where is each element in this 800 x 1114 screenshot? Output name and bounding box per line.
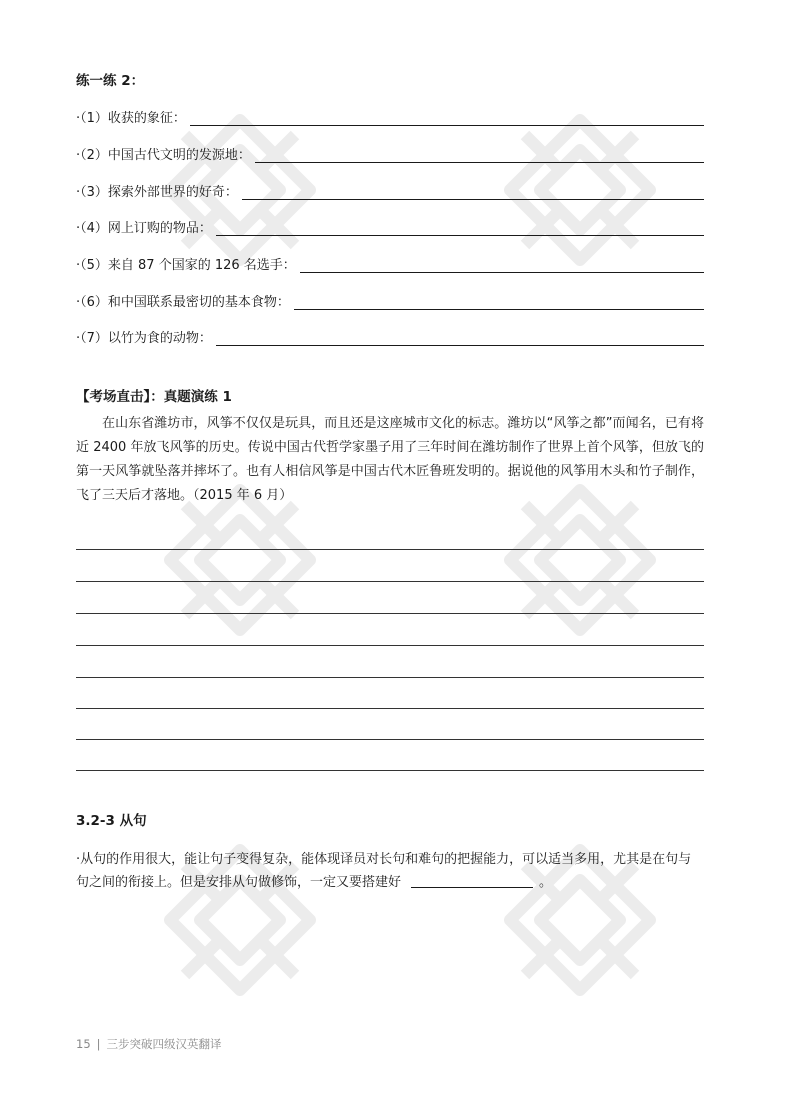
exercise-item-label: ·（6）和中国联系最密切的基本食物： [76,295,290,310]
exercise-item-label: ·（7）以竹为食的动物： [76,331,212,346]
page-footer [76,1036,222,1052]
footer-separator: | [96,1037,101,1051]
exercise-item-label: ·（4）网上订购的物品： [76,221,212,236]
exercise-item [76,292,704,312]
section-text-end: 。 [539,875,553,890]
answer-blank[interactable] [294,293,704,310]
writing-line[interactable] [76,581,704,582]
page-content [76,0,704,1114]
writing-line[interactable] [76,677,704,678]
answer-blank[interactable] [255,146,704,163]
exam-heading: 【考场直击】：真题演练 1 [76,389,232,405]
exercise-item [76,182,704,202]
page-number: 15 [76,1037,91,1051]
exam-passage: 在山东省潍坊市，风筝不仅仅是玩具，而且还是这座城市文化的标志。潍坊以“风筝之都”而闻名，已有将近 2400 年放飞风筝的历史。传说中国古代哲学家墨子用了三年时间在潍坊制作了世界上首个风筝，但放飞的第一天风筝就坠落并摔坏了。也有人相信风筝是中国古代木匠鲁班发明的。据说他的风筝用木头和竹子制作，飞了三天后才落地。（2015 年 6 月） [76,416,704,503]
exercise-item [76,218,704,238]
exercise-item-label: ·（5）来自 87 个国家的 126 名选手： [76,258,296,273]
exercise-item [76,255,704,275]
section-heading: 3.2-3 从句 [76,813,147,829]
writing-line[interactable] [76,739,704,740]
exercise-item-label: ·（1）收获的象征： [76,111,186,126]
answer-blank[interactable] [190,109,704,126]
answer-blank[interactable] [216,219,704,236]
exercise-item [76,328,704,348]
section-paragraph [76,848,704,894]
writing-line[interactable] [76,613,704,614]
book-title: 三步突破四级汉英翻译 [106,1037,222,1051]
writing-line[interactable] [76,549,704,550]
answer-blank[interactable] [216,329,704,346]
writing-line[interactable] [76,770,704,771]
exercise-item-label: ·（3）探索外部世界的好奇： [76,185,238,200]
fill-in-blank[interactable] [411,873,533,888]
section-text: ·从句的作用很大，能让句子变得复杂，能体现译员对长句和难句的把握能力，可以适当多用，尤其是在句与句之间的衔接上。但是安排从句做修饰，一定又要搭建好 [76,852,692,890]
answer-blank[interactable] [300,256,704,273]
exercise-heading: 练一练 2： [76,73,145,89]
writing-line[interactable] [76,645,704,646]
answer-blank[interactable] [242,183,704,200]
exercise-item [76,145,704,165]
exercise-item-label: ·（2）中国古代文明的发源地： [76,148,251,163]
exercise-item [76,108,704,128]
writing-line[interactable] [76,708,704,709]
